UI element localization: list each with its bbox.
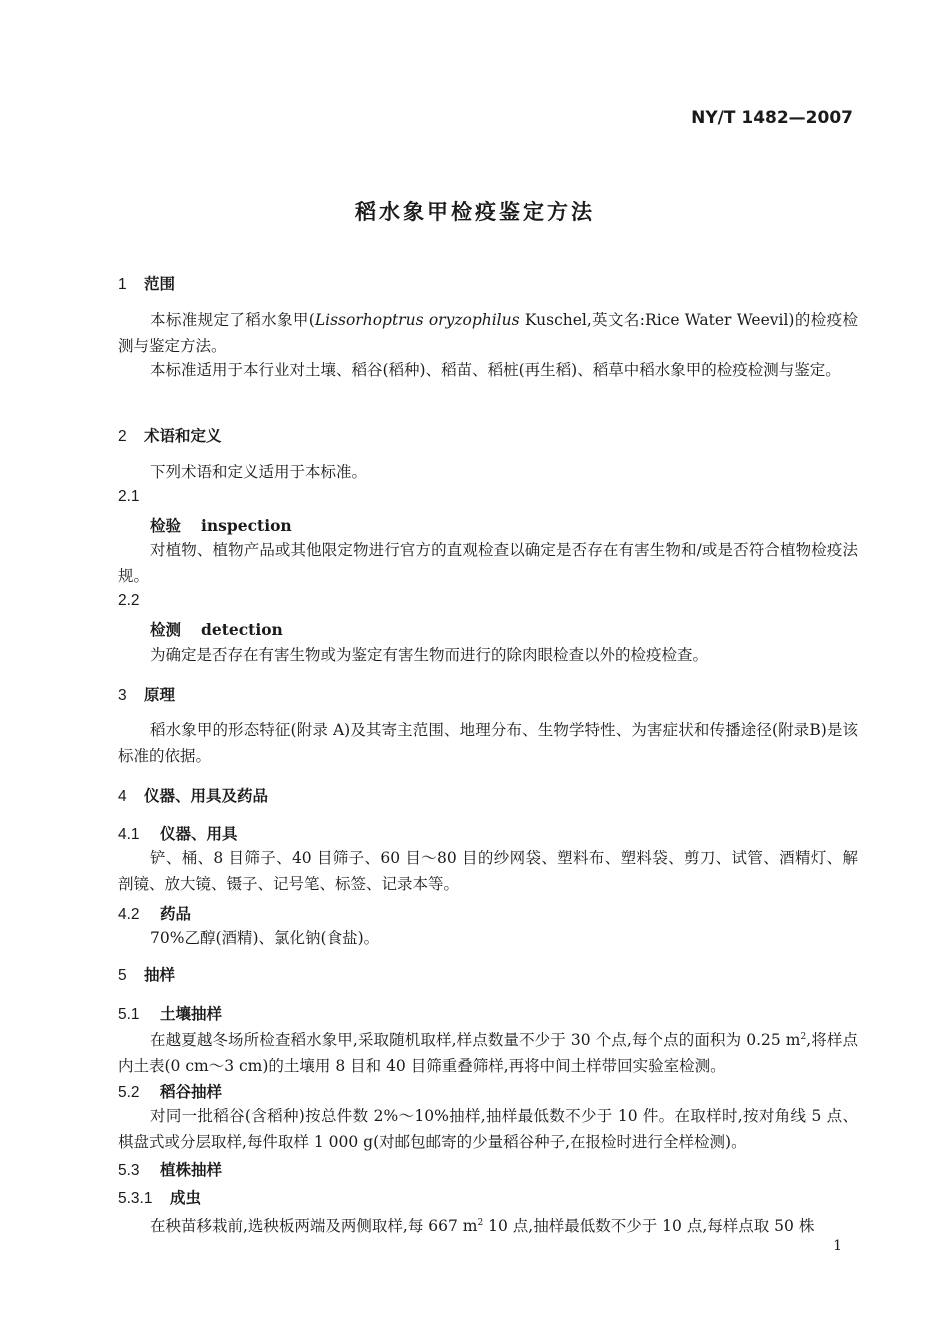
section-2-heading bbox=[118, 424, 222, 446]
adult-sampling-paragraph: 在秧苗移栽前,选秧板两端及两侧取样,每 667 $m^2$ 10 点,抽样最低数不少于 10 点,每样点取 50 株 bbox=[150, 1217, 815, 1236]
term-english: detection bbox=[201, 620, 283, 639]
section-title: 原理 bbox=[144, 686, 176, 704]
section-4-1-heading bbox=[118, 822, 238, 844]
section-title: 成虫 bbox=[170, 1189, 202, 1207]
section-number: 3 bbox=[118, 687, 127, 704]
soil-sampling-paragraph: 在越夏越冬场所检查稻水象甲,采取随机取样,样点数量不少于 30 个点,每个点的面积为 0.25 $m^2$,将样点内土表(0 cm～3 cm)的土壤用 8 目和 40 目筛重叠筛样,再将中间土样带回实验室检测。 bbox=[118, 1031, 858, 1076]
term-2-2 bbox=[150, 618, 283, 640]
standard-code: NY/T 1482—2007 bbox=[691, 108, 853, 128]
principle-paragraph: 稻水象甲的形态特征(附录 A)及其寄主范围、地理分布、生物学特性、为害症状和传播途径(附录B)是该标准的依据。 bbox=[118, 721, 858, 765]
term-english: inspection bbox=[201, 516, 292, 535]
section-number: 5.2 bbox=[118, 1084, 140, 1101]
term-2-1 bbox=[150, 514, 292, 536]
page-number: 1 bbox=[833, 1238, 842, 1254]
section-1-heading bbox=[118, 272, 175, 294]
section-title: 药品 bbox=[160, 905, 192, 923]
detection-definition: 为确定是否存在有害生物或为鉴定有害生物而进行的除肉眼检查以外的检疫检查。 bbox=[150, 646, 709, 664]
term-2-2-number: 2.2 bbox=[118, 592, 140, 609]
section-5-3-heading bbox=[118, 1158, 222, 1180]
term-chinese: 检测 bbox=[150, 621, 182, 639]
section-title: 土壤抽样 bbox=[160, 1005, 223, 1023]
terms-paragraph: 下列术语和定义适用于本标准。 bbox=[150, 463, 368, 481]
reagents-paragraph: 70%乙醇(酒精)、氯化钠(食盐)。 bbox=[150, 929, 380, 947]
section-3-heading bbox=[118, 683, 175, 705]
section-number: 4 bbox=[118, 788, 127, 805]
scope-paragraph-2: 本标准适用于本行业对土壤、稻谷(稻种)、稻苗、稻桩(再生稻)、稻草中稻水象甲的检疫检测与鉴定。 bbox=[150, 361, 841, 379]
section-5-2-heading bbox=[118, 1080, 222, 1102]
section-4-2-heading bbox=[118, 902, 191, 924]
section-number: 4.2 bbox=[118, 906, 140, 923]
scope-paragraph-1: 本标准规定了稻水象甲(Lissorhoptrus oryzophilus Kuschel,英文名:Rice Water Weevil)的检疫检测与鉴定方法。 bbox=[118, 311, 858, 355]
section-number: 5.3 bbox=[118, 1162, 140, 1179]
section-number: 1 bbox=[118, 276, 127, 293]
section-title: 仪器、用具 bbox=[160, 825, 238, 843]
section-title: 术语和定义 bbox=[144, 427, 222, 445]
section-number: 4.1 bbox=[118, 826, 140, 843]
tools-paragraph: 铲、桶、8 目筛子、40 目筛子、60 目～80 目的纱网袋、塑料布、塑料袋、剪刀、试管、酒精灯、解剖镜、放大镜、镊子、记号笔、标签、记录本等。 bbox=[118, 849, 858, 893]
section-title: 范围 bbox=[144, 275, 176, 293]
section-number: 5.1 bbox=[118, 1006, 140, 1023]
section-5-3-1-heading bbox=[118, 1186, 201, 1208]
section-number: 5.3.1 bbox=[118, 1190, 153, 1207]
section-number: 5 bbox=[118, 967, 127, 984]
term-chinese: 检验 bbox=[150, 517, 182, 535]
section-4-heading bbox=[118, 784, 268, 806]
section-title: 稻谷抽样 bbox=[160, 1083, 223, 1101]
section-title: 仪器、用具及药品 bbox=[144, 787, 269, 805]
section-5-heading bbox=[118, 963, 175, 985]
section-title: 抽样 bbox=[144, 966, 176, 984]
section-5-1-heading bbox=[118, 1002, 222, 1024]
term-2-1-number: 2.1 bbox=[118, 488, 140, 505]
document-title: 稻水象甲检疫鉴定方法 bbox=[355, 200, 595, 224]
section-title: 植株抽样 bbox=[160, 1161, 223, 1179]
section-number: 2 bbox=[118, 428, 127, 445]
inspection-definition: 对植物、植物产品或其他限定物进行官方的直观检查以确定是否存在有害生物和/或是否符合植物检疫法规。 bbox=[118, 541, 858, 585]
grain-sampling-paragraph: 对同一批稻谷(含稻种)按总件数 2%～10%抽样,抽样最低数不少于 10 件。在取样时,按对角线 5 点、棋盘式或分层取样,每件取样 1 000 g(对邮包邮寄的少量稻谷种子,在报检时进行全样检测)。 bbox=[118, 1107, 858, 1151]
latin-name: Lissorhoptrus oryzophilus bbox=[314, 311, 520, 329]
